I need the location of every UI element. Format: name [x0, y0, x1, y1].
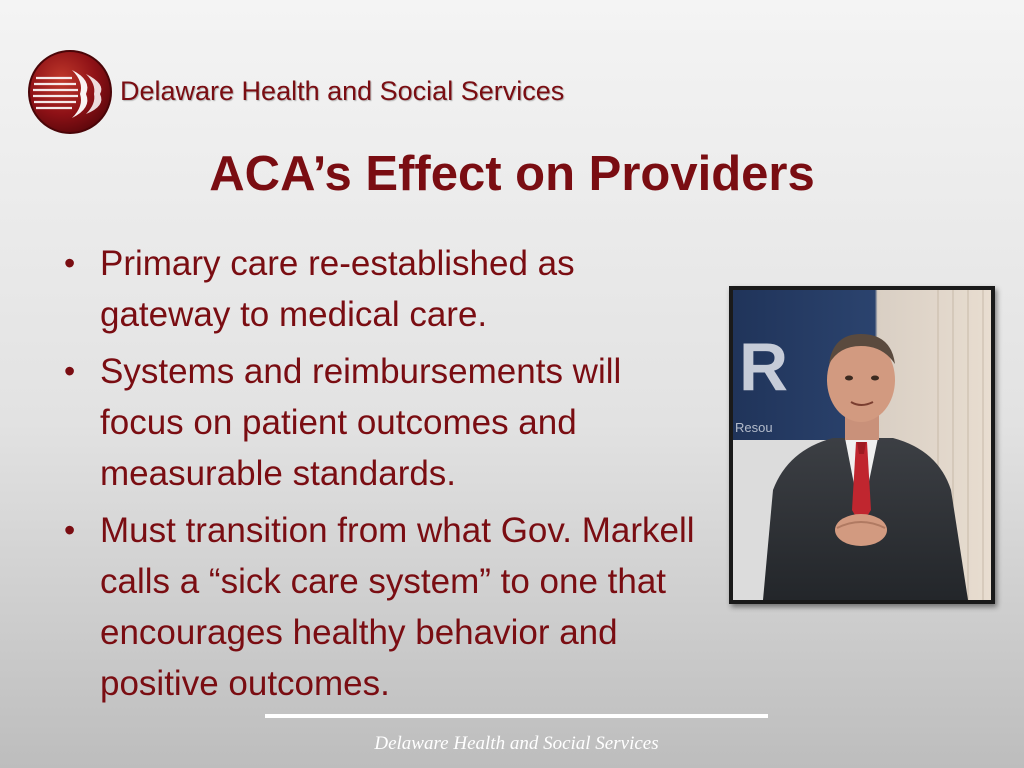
bullet-item: [60, 505, 700, 709]
bullet-list: [60, 238, 700, 715]
svg-text:Resou: Resou: [735, 420, 773, 435]
svg-text:R: R: [739, 329, 789, 405]
bullet-glyph: •: [64, 245, 76, 281]
bullet-item: [60, 346, 700, 499]
bullet-text: Systems and reimbursements will focus on patient outcomes and measurable standards.: [100, 352, 622, 493]
speaker-photo: [729, 286, 995, 604]
footer-divider: [265, 714, 768, 718]
bullet-glyph: •: [64, 353, 76, 389]
bullet-item: [60, 238, 700, 340]
dhss-logo-icon: [26, 48, 114, 136]
org-name: Delaware Health and Social Services: [120, 76, 565, 106]
bullet-text: Primary care re-established as gateway to medical care.: [100, 244, 575, 334]
footer-text: Delaware Health and Social Services: [374, 733, 659, 754]
bullet-glyph: •: [64, 512, 76, 548]
bullet-text: Must transition from what Gov. Markell calls a “sick care system” to one that encourages healthy behavior and positive outcomes.: [100, 511, 695, 703]
slide-title: ACA’s Effect on Providers: [209, 147, 815, 201]
